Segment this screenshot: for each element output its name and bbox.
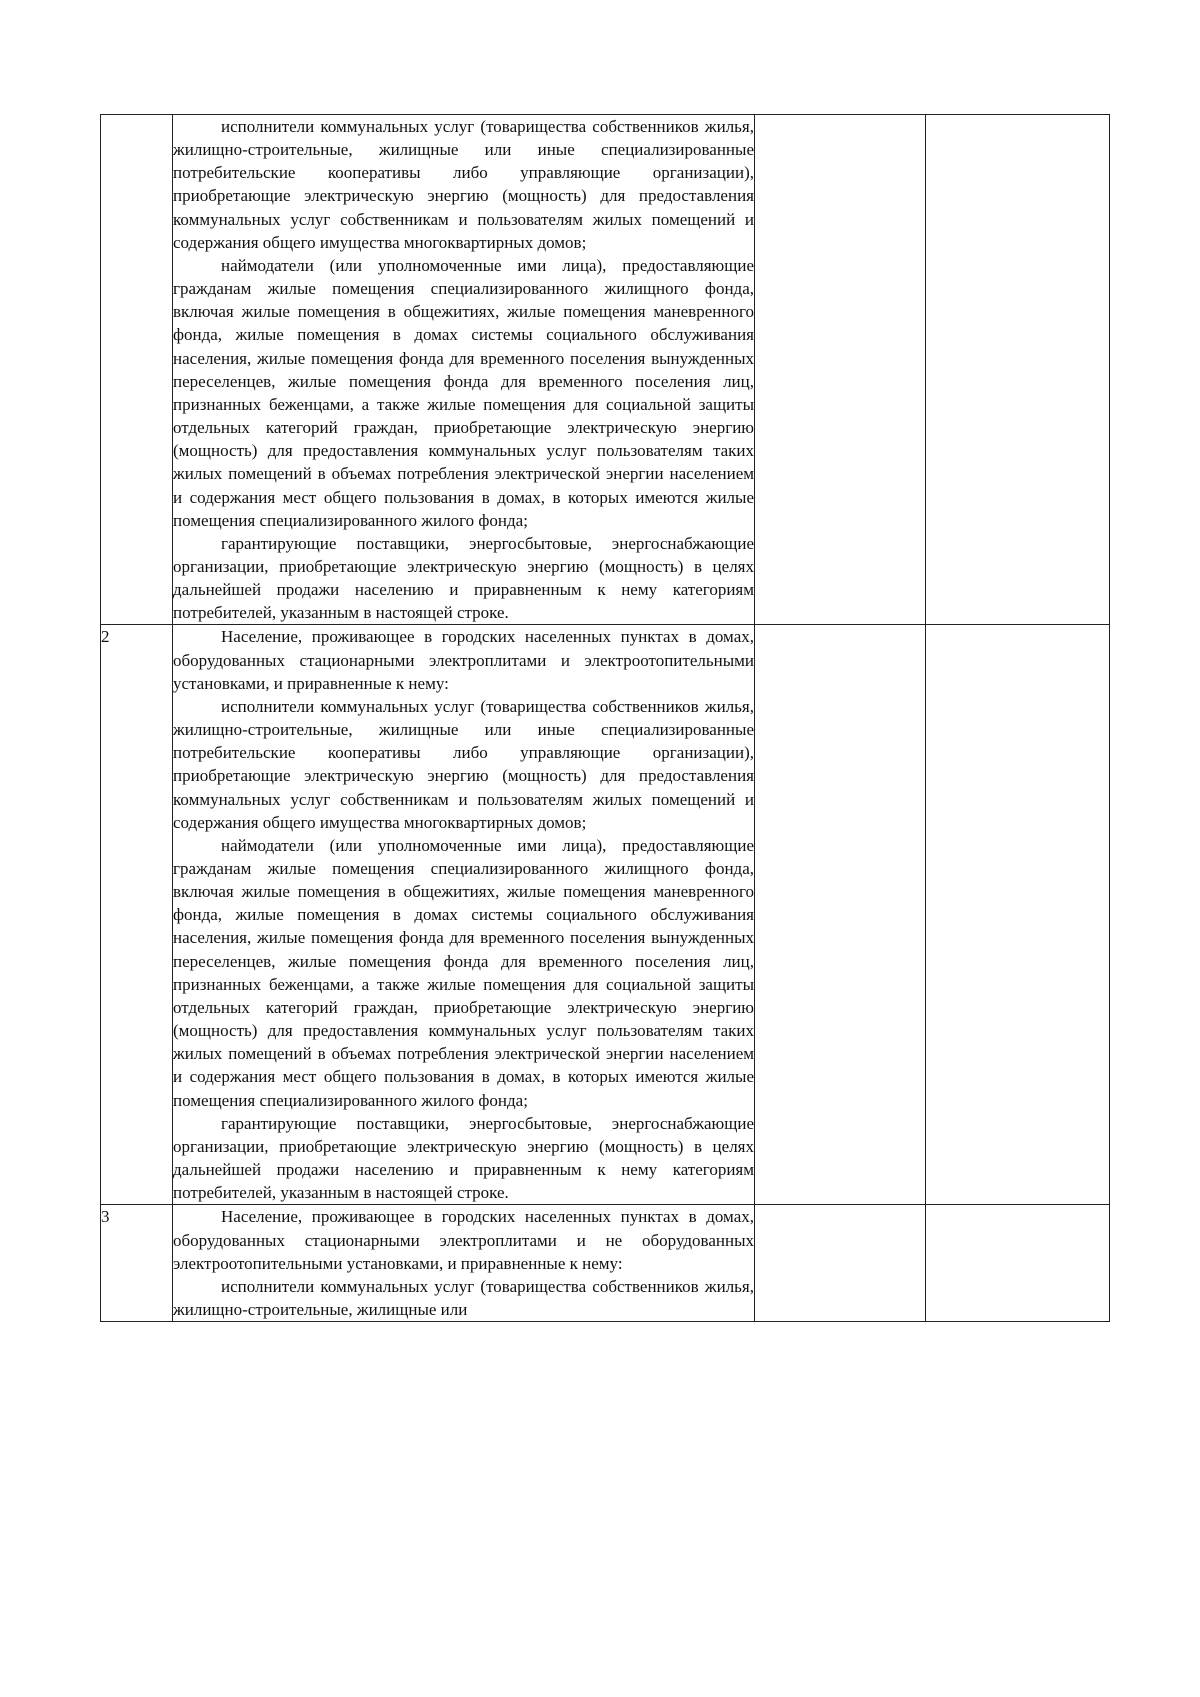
paragraph: гарантирующие поставщики, энергосбытовые, энергоснабжающие организации, приобретающие электрическую энергию (мощность) в целях дальнейшей продажи населению и приравненным к нему категориям потребителей, указанным в настоящей строке. xyxy=(173,533,754,623)
empty-cell xyxy=(755,1205,926,1322)
table-row xyxy=(101,1205,1110,1322)
empty-cell xyxy=(755,625,926,1205)
row-number: 3 xyxy=(101,1205,173,1322)
row-description xyxy=(173,115,755,625)
paragraph: исполнители коммунальных услуг (товарищества собственников жилья, жилищно-строительные, жилищные или иные специализированные потребительские кооперативы либо управляющие организации), приобретающие электрическую энергию (мощность) для предоставления коммунальных услуг собственникам и пользователям жилых помещений и содержания общего имущества многоквартирных домов; xyxy=(173,696,754,832)
empty-cell xyxy=(926,1205,1110,1322)
paragraph: Население, проживающее в городских населенных пунктах в домах, оборудованных стационарными электроплитами и не оборудованных электроотопительными установками, и приравненные к нему: xyxy=(173,1207,754,1273)
tariff-table xyxy=(100,114,1110,1322)
paragraph: исполнители коммунальных услуг (товарищества собственников жилья, жилищно-строительные, жилищные или xyxy=(173,1276,754,1319)
table-row xyxy=(101,115,1110,625)
paragraph: исполнители коммунальных услуг (товарищества собственников жилья, жилищно-строительные, жилищные или иные специализированные потребительские кооперативы либо управляющие организации), приобретающие электрическую энергию (мощность) для предоставления коммунальных услуг собственникам и пользователям жилых помещений и содержания общего имущества многоквартирных домов; xyxy=(173,117,754,252)
paragraph: наймодатели (или уполномоченные ими лица), предоставляющие гражданам жилые помещения специализированного жилищного фонда, включая жилые помещения в общежитиях, жилые помещения маневренного фонда, жилые помещения в домах системы социального обслуживания населения, жилые помещения фонда для временного поселения вынужденных переселенцев, жилые помещения фонда для временного поселения лиц, признанных беженцами, а также жилые помещения для социальной защиты отдельных категорий граждан, приобретающие электрическую энергию (мощность) для предоставления коммунальных услуг пользователям таких жилых помещений в объемах потребления электрической энергии населением и содержания мест общего пользования в домах, в которых имеются жилые помещения специализированного жилого фонда; xyxy=(173,835,754,1110)
row-description xyxy=(173,625,755,1205)
paragraph: наймодатели (или уполномоченные ими лица), предоставляющие гражданам жилые помещения специализированного жилищного фонда, включая жилые помещения в общежитиях, жилые помещения маневренного фонда, жилые помещения в домах системы социального обслуживания населения, жилые помещения фонда для временного поселения вынужденных переселенцев, жилые помещения фонда для временного поселения лиц, признанных беженцами, а также жилые помещения для социальной защиты отдельных категорий граждан, приобретающие электрическую энергию (мощность) для предоставления коммунальных услуг пользователям таких жилых помещений в объемах потребления электрической энергии населением и содержания мест общего пользования в домах, в которых имеются жилые помещения специализированного жилого фонда; xyxy=(173,255,754,530)
row-number: 2 xyxy=(101,625,173,1205)
empty-cell xyxy=(926,115,1110,625)
paragraph: гарантирующие поставщики, энергосбытовые, энергоснабжающие организации, приобретающие электрическую энергию (мощность) в целях дальнейшей продажи населению и приравненным к нему категориям потребителей, указанным в настоящей строке. xyxy=(173,1113,754,1203)
empty-cell xyxy=(926,625,1110,1205)
empty-cell xyxy=(755,115,926,625)
table-row xyxy=(101,625,1110,1205)
row-number xyxy=(101,115,173,625)
paragraph: Население, проживающее в городских населенных пунктах в домах, оборудованных стационарными электроплитами и электроотопительными установками, и приравненные к нему: xyxy=(173,627,754,693)
row-description xyxy=(173,1205,755,1322)
